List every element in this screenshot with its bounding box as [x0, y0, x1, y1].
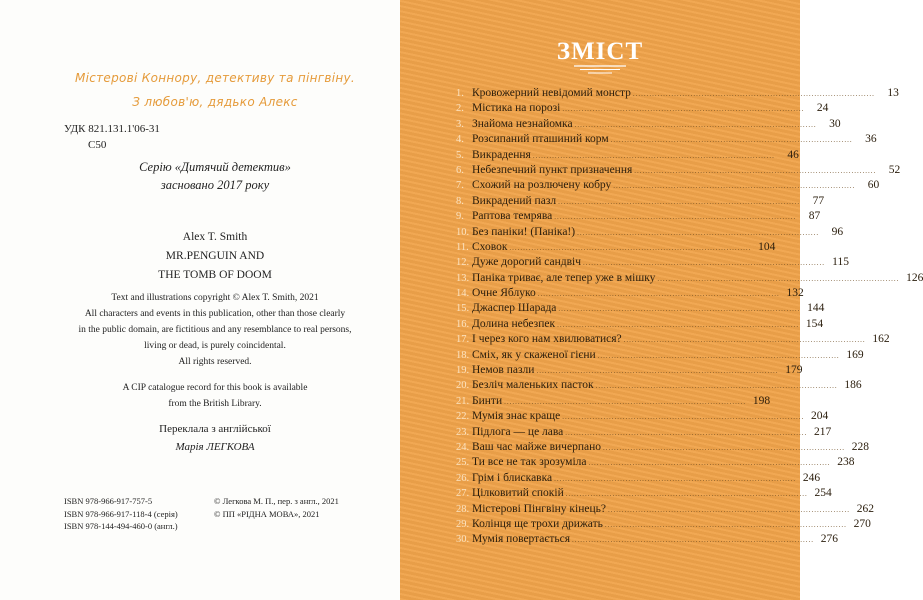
toc-entry [456, 378, 862, 393]
toc-entry-title: Підлога — це лава [472, 425, 564, 438]
toc-leader-dots: ........................................................................................ [537, 290, 780, 299]
toc-entry-number: 1. [456, 88, 464, 99]
toc-entry-title: Кровожерний невідомий монстр [472, 87, 631, 99]
toc-leader-dots: ........................................................................................ [607, 505, 850, 514]
toc-entry [456, 502, 874, 517]
toc-entry-title: Грім і блискавка [472, 471, 553, 484]
toc-entry-number: 2. [456, 103, 464, 115]
copyright-line: All characters and events in this publication, other than those clearly [84, 309, 346, 319]
toc-entry-title: Сховок [472, 240, 508, 253]
toc-entry-title: Очне Яблуко [472, 287, 536, 300]
toc-entry-page: 96 [831, 225, 844, 238]
toc-entry-number: 23. [456, 426, 470, 438]
toc-entry-title: Паніка триває, але тепер уже в мішку [472, 271, 656, 284]
toc-entry-page: 13 [887, 87, 899, 99]
udk-code: УДК 821.131.1'06-31 [64, 123, 160, 135]
toc-entry-number: 10. [456, 226, 470, 238]
toc-entry-number: 30. [456, 534, 470, 546]
author-mark: С50 [88, 139, 107, 151]
toc-entry-page: 254 [814, 487, 832, 500]
toc-entry-title: Сміх, як у скаженої гієни [472, 348, 596, 361]
toc-leader-dots: ........................................................................................ [595, 382, 838, 391]
toc-entry [456, 209, 821, 224]
toc-entry-title: Немов пазли [472, 364, 535, 377]
toc-leader-dots: ........................................................................................ [509, 243, 752, 252]
toc-entry [456, 86, 899, 101]
toc-entry-title: Джаспер Шарада [472, 302, 557, 315]
toc-entry-page: 126 [906, 271, 923, 284]
toc-entry-title: Викрадений пазл [472, 194, 557, 207]
toc-leader-dots: ........................................................................................ [562, 413, 805, 422]
toc-leader-dots: ........................................................................................ [634, 166, 877, 175]
toc-entry-number: 16. [456, 318, 470, 330]
toc-entry-number: 13. [456, 272, 470, 284]
dedication-line: З любов'ю, дядько Алекс [132, 95, 298, 109]
original-title-line: THE TOMB OF DOOM [158, 269, 272, 281]
toc-entry-page: 144 [807, 302, 825, 315]
toc-entry-number: 28. [456, 503, 470, 515]
toc-leader-dots: ........................................................................................ [603, 443, 845, 452]
toc-entry [456, 286, 804, 301]
toc-entry-page: 52 [888, 163, 901, 176]
toc-entry-number: 24. [456, 441, 470, 453]
left-page [0, 0, 400, 600]
copyright-line: living or dead, is purely coincidental. [144, 341, 286, 351]
toc-entry [456, 255, 849, 270]
toc-entry-title: Ти все не так зрозуміла [472, 456, 587, 469]
toc-leader-dots: ........................................................................................ [604, 520, 847, 529]
toc-leader-dots: ........................................................................................ [504, 397, 747, 406]
toc-entry-page: 262 [856, 502, 874, 515]
toc-entry [456, 455, 855, 470]
toc-entry-page: 204 [810, 410, 829, 423]
toc-leader-dots: ........................................................................................ [577, 228, 820, 237]
toc-entry-number: 5. [456, 149, 464, 161]
toc-entry-number: 19. [456, 365, 470, 377]
toc-entry [456, 532, 839, 547]
toc-entry-title: Містерові Пінгвіну кінець? [472, 502, 606, 515]
toc-entry-page: 217 [814, 425, 832, 438]
toc-entry [456, 425, 832, 440]
copyright-notice [60, 290, 370, 370]
toc-entry-number: 17. [456, 334, 470, 346]
toc-entry-page: 36 [865, 133, 877, 146]
toc-entry-number: 21. [456, 395, 470, 407]
cip-line: A CIP catalogue record for this book is available [122, 383, 308, 393]
heading-ornament-icon [572, 64, 628, 76]
toc-entry [456, 225, 844, 240]
toc-entry-title: Безліч маленьких пасток [472, 379, 594, 392]
toc-entry-page: 169 [846, 348, 864, 361]
toc-entry [456, 240, 776, 255]
toc-entry-page: 60 [867, 179, 880, 192]
toc-leader-dots: ........................................................................................ [562, 105, 805, 114]
isbn-line: ISBN 978-144-494-460-0 (англ.) [64, 521, 178, 531]
toc-leader-dots: ........................................................................................ [582, 259, 825, 268]
toc-entry-title: Небезпечний пункт призначення [472, 163, 633, 176]
publisher-copyright-line: © ПП «РІДНА МОВА», 2021 [214, 508, 320, 519]
cip-line: from the British Library. [168, 399, 262, 409]
series-line: Серію «Дитячий детектив» [139, 160, 291, 174]
toc-entry-title: Долина небезпек [472, 317, 556, 330]
toc-leader-dots: ........................................................................................ [632, 90, 875, 98]
toc-entry-number: 29. [456, 518, 470, 530]
toc-entry-number: 27. [456, 488, 470, 500]
toc-leader-dots: ........................................................................................ [623, 336, 866, 345]
translator-label: Переклала з англійської [159, 423, 271, 435]
toc-entry-title: Викрадення [472, 148, 531, 161]
dedication-line: Містерові Коннору, детективу та пінгвіну. [74, 71, 356, 85]
toc-entry-page: 30 [829, 117, 841, 130]
series-line: засновано 2017 року [160, 178, 270, 192]
toc-entry-title: Схожий на розлючену кобру [472, 179, 612, 192]
toc-entry-title: Розсипаний пташиний корм [472, 133, 609, 146]
copyright-line: in the public domain, are fictitious and any resemblance to real persons, [78, 325, 352, 335]
toc-entry-title: Дуже дорогий сандвіч [472, 256, 581, 269]
toc-entry-number: 4. [456, 134, 464, 146]
toc-entry-number: 8. [456, 195, 464, 207]
toc-entry-number: 12. [456, 257, 470, 269]
toc-entry-page: 228 [851, 440, 869, 453]
publisher-copyright-line: © Легкова М. П., пер. з англ., 2021 [214, 496, 339, 506]
toc-entry-number: 6. [456, 164, 464, 176]
toc-entry-number: 14. [456, 288, 470, 300]
author-name: Alex T. Smith [182, 231, 248, 243]
toc-entry-page: 46 [787, 148, 799, 161]
series-note [90, 158, 340, 194]
toc-entry-number: 18. [456, 349, 470, 361]
toc-entry [456, 440, 869, 455]
toc-leader-dots: ........................................................................................ [588, 459, 831, 468]
toc-entry [456, 271, 923, 286]
toc-leader-dots: ........................................................................................ [554, 213, 797, 222]
toc-entry-number: 9. [456, 211, 464, 223]
toc-entry-title: Містика на порозі [472, 102, 561, 115]
toc-entry-number: 26. [456, 472, 470, 484]
original-title-block [90, 228, 340, 285]
toc-entry [456, 486, 832, 501]
toc-leader-dots: ........................................................................................ [572, 536, 815, 545]
toc-leader-dots: ........................................................................................ [558, 305, 801, 314]
toc-entry-page: 179 [785, 364, 803, 377]
toc-entry [456, 409, 829, 424]
toc-entry-number: 15. [456, 303, 470, 315]
toc-entry-title: Колінця ще трохи дрижать [472, 517, 603, 530]
toc-entry-page: 132 [786, 287, 804, 300]
toc-leader-dots: ........................................................................................ [613, 182, 856, 191]
toc-entry [456, 332, 890, 347]
toc-entry [456, 471, 821, 486]
copyright-line: Text and illustrations copyright © Alex T. Smith, 2021 [111, 293, 319, 303]
toc-entry [456, 517, 871, 532]
toc-leader-dots: ........................................................................................ [574, 120, 817, 129]
toc-entry-title: Цілковитий спокій [472, 487, 564, 500]
toc-leader-dots: ........................................................................................ [565, 490, 808, 499]
original-title-line: MR.PENGUIN AND [165, 250, 265, 262]
toc-leader-dots: ........................................................................................ [536, 367, 779, 376]
toc-entry-page: 270 [853, 517, 871, 530]
toc-entry-number: 20. [456, 380, 470, 392]
toc-entry-number: 25. [456, 457, 470, 469]
translator-name: Марія ЛЕГКОВА [175, 441, 255, 453]
toc-entry-page: 87 [808, 210, 821, 223]
toc-entry-page: 238 [837, 456, 855, 469]
toc-leader-dots: ........................................................................................ [557, 320, 800, 329]
table-of-contents [456, 86, 923, 548]
toc-entry-title: Знайома незнайомка [472, 117, 573, 130]
toc-entry [456, 163, 901, 178]
udk-block [64, 121, 160, 153]
toc-entry-page: 198 [752, 394, 771, 407]
toc-leader-dots: ........................................................................................ [565, 428, 808, 437]
toc-entry-number: 22. [456, 411, 470, 423]
toc-leader-dots: ........................................................................................ [657, 274, 900, 283]
toc-entry-number: 3. [456, 118, 464, 130]
copyright-line: All rights reserved. [178, 357, 252, 367]
toc-leader-dots: ........................................................................................ [532, 151, 775, 160]
toc-entry-page: 104 [758, 240, 776, 253]
publisher-copyright [214, 495, 339, 520]
toc-leader-dots: ........................................................................................ [554, 474, 797, 483]
toc-entry [456, 301, 825, 316]
toc-entry-page: 186 [844, 379, 862, 392]
toc-entry-title: Мумія знає краще [472, 410, 561, 423]
toc-leader-dots: ........................................................................................ [597, 351, 840, 360]
cip-notice [60, 380, 370, 412]
toc-entry-page: 246 [802, 471, 821, 484]
isbn-line: ISBN 978-966-917-118-4 (серія) [64, 508, 178, 519]
toc-entry [456, 194, 825, 209]
toc-entry-page: 162 [872, 333, 890, 346]
toc-entry [456, 117, 841, 132]
toc-entry-title: Без паніки! (Паніка!) [472, 225, 576, 238]
toc-entry-page: 154 [805, 317, 824, 330]
toc-entry-page: 24 [816, 102, 829, 115]
toc-entry [456, 132, 877, 147]
toc-entry [456, 148, 799, 163]
toc-entry-title: І через кого нам хвилюватися? [472, 333, 622, 346]
dedication [70, 66, 360, 114]
toc-heading: ЗМІСТ [556, 38, 644, 65]
toc-entry [456, 348, 864, 363]
toc-entry-number: 7. [456, 180, 464, 192]
toc-entry-page: 77 [812, 194, 825, 207]
toc-leader-dots: ........................................................................................ [558, 197, 801, 206]
toc-entry [456, 394, 771, 409]
isbn-line: ISBN 978-966-917-757-5 [64, 496, 153, 506]
translator-block [90, 420, 340, 456]
toc-entry-page: 115 [832, 256, 849, 269]
toc-entry-title: Раптова темрява [472, 210, 553, 223]
toc-entry [456, 363, 803, 378]
toc-leader-dots: ........................................................................................ [610, 136, 853, 145]
toc-entry-title: Мумія повертається [472, 533, 571, 546]
toc-entry [456, 101, 829, 116]
isbn-block [64, 495, 178, 533]
toc-entry-page: 276 [820, 533, 839, 546]
toc-entry-title: Ваш час майже вичерпано [472, 440, 601, 453]
toc-entry [456, 178, 880, 193]
toc-entry-title: Бинти [472, 394, 503, 407]
toc-entry [456, 317, 824, 332]
toc-entry-number: 11. [456, 241, 469, 253]
